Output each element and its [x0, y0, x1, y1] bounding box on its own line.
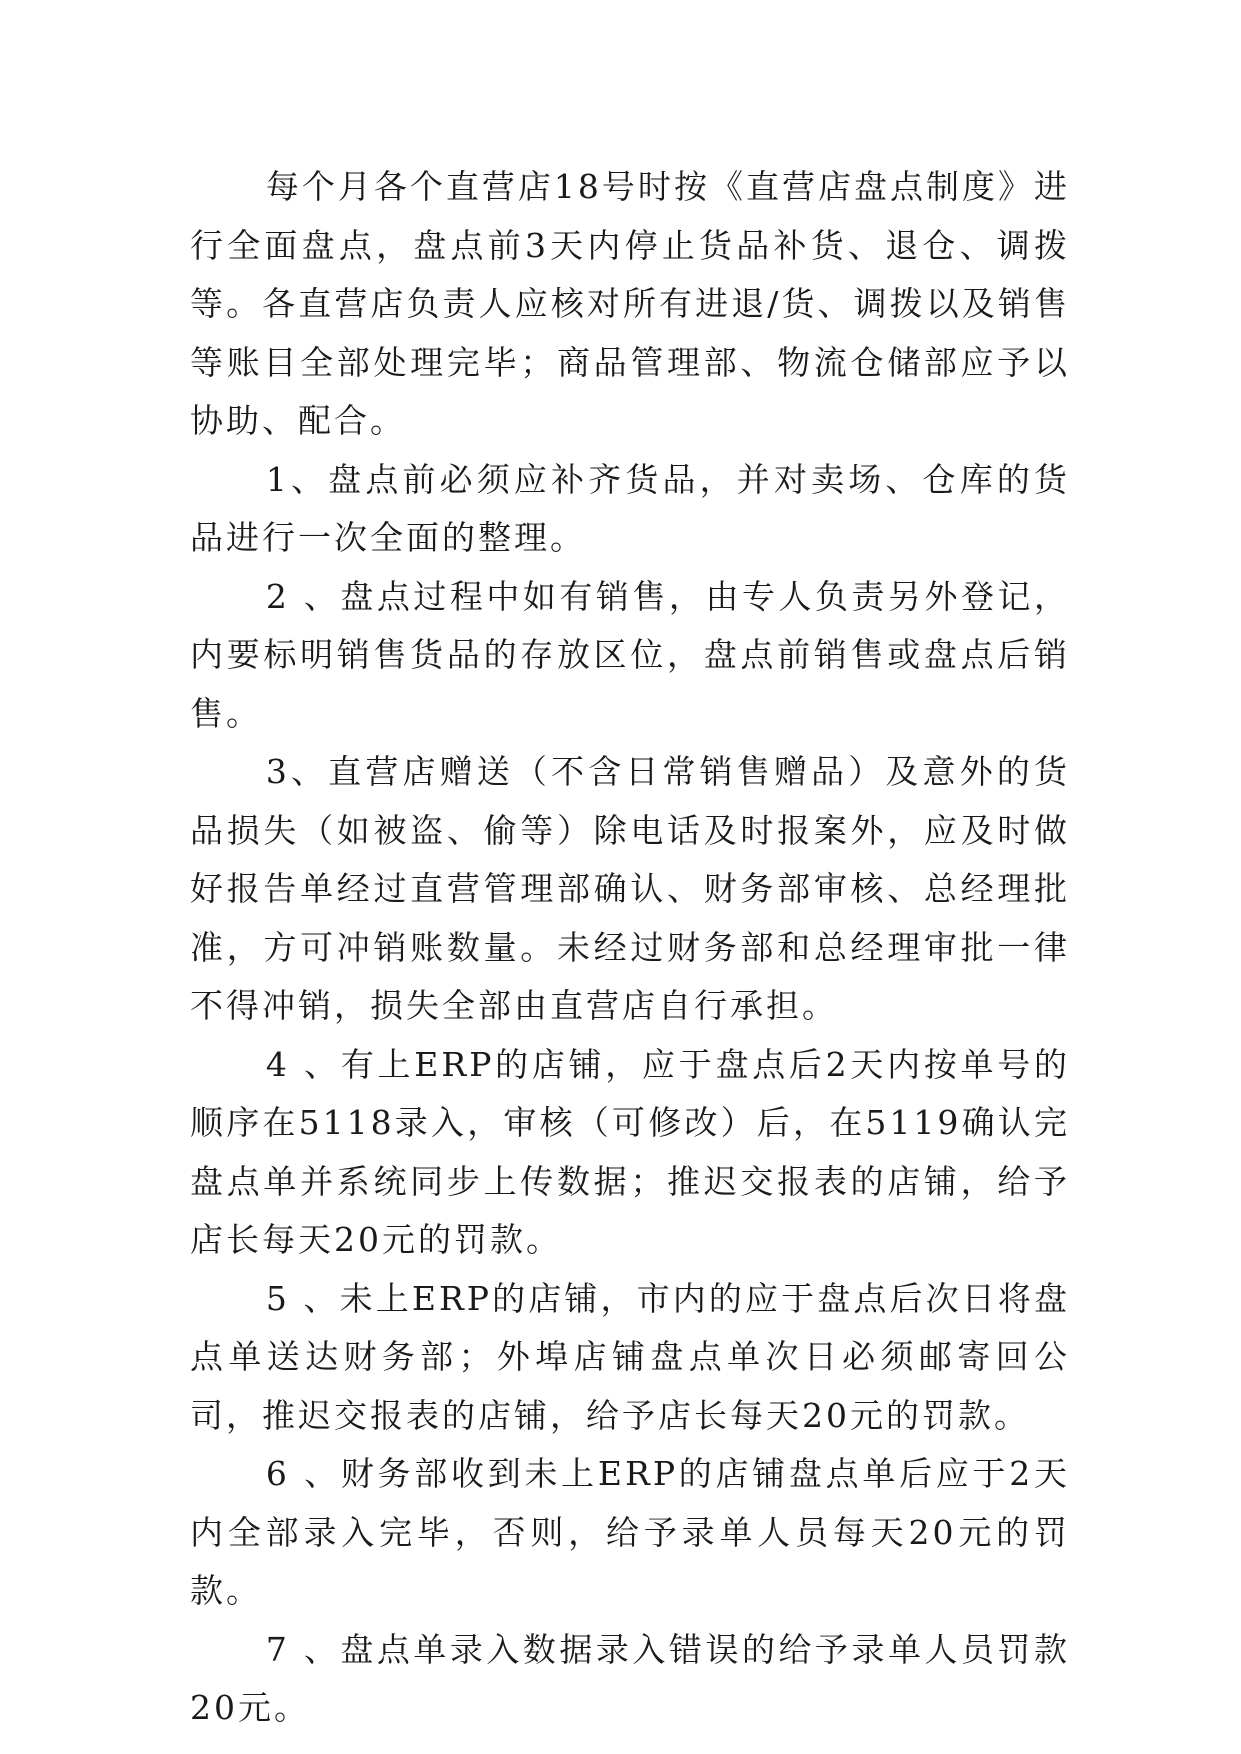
paragraph-item-4: 4 、有上ERP的店铺，应于盘点后2天内按单号的顺序在5118录入，审核（可修改）后，在5119确认完盘点单并系统同步上传数据；推迟交报表的店铺，给予店长每天20元的罚款。 [190, 1044, 1070, 1259]
paragraph-item-2: 2 、盘点过程中如有销售，由专人负责另外登记，内要标明销售货品的存放区位，盘点前销售或盘点后销售。 [190, 576, 1070, 733]
paragraph-intro: 每个月各个直营店18号时按《直营店盘点制度》进行全面盘点，盘点前3天内停止货品补货、退仓、调拨等。各直营店负责人应核对所有进退/货、调拨以及销售等账目全部处理完毕；商品管理部、物流仓储部应予以协助、配合。 [190, 167, 1070, 440]
paragraph-item-5: 5 、未上ERP的店铺，市内的应于盘点后次日将盘点单送达财务部；外埠店铺盘点单次日必须邮寄回公司，推迟交报表的店铺，给予店长每天20元的罚款。 [190, 1278, 1070, 1435]
paragraph-item-6: 6 、财务部收到未上ERP的店铺盘点单后应于2天内全部录入完毕，否则，给予录单人员每天20元的罚款。 [190, 1454, 1070, 1610]
document-body [190, 158, 1070, 1738]
paragraph-item-1: 1、盘点前必须应补齐货品，并对卖场、仓库的货品进行一次全面的整理。 [190, 459, 1070, 557]
paragraph-item-3: 3、直营店赠送（不含日常销售赠品）及意外的货品损失（如被盗、偷等）除电话及时报案外，应及时做好报告单经过直营管理部确认、财务部审核、总经理批准，方可冲销账数量。未经过财务部和总经理审批一律不得冲销，损失全部由直营店自行承担。 [190, 752, 1070, 1025]
paragraph-item-7: 7 、盘点单录入数据录入错误的给予录单人员罚款20元。 [190, 1629, 1070, 1727]
